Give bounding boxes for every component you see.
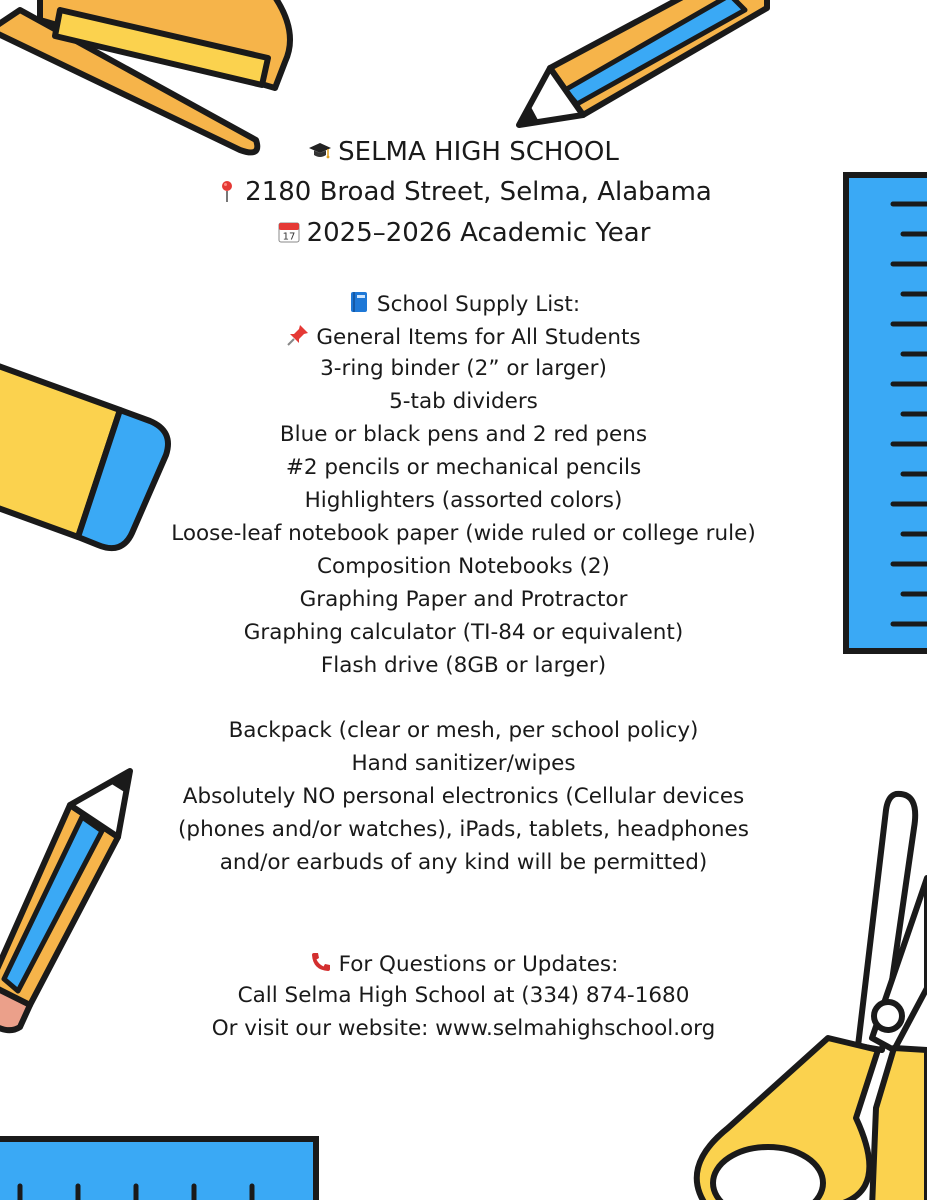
map-pin-icon — [215, 179, 239, 203]
list-item: Flash drive (8GB or larger) — [320, 653, 607, 678]
list-item: Loose-leaf notebook paper (wide ruled or college rule) — [171, 521, 756, 546]
list-item: Graphing Paper and Protractor — [299, 587, 628, 612]
list-item: #2 pencils or mechanical pencils — [285, 455, 642, 480]
contact-title: For Questions or Updates: — [338, 952, 619, 977]
contact-website: Or visit our website: www.selmahighschool.org — [211, 1016, 716, 1041]
electronics-policy-line: and/or earbuds of any kind will be permitted) — [219, 850, 708, 875]
blue-book-icon — [347, 290, 371, 314]
school-name-line — [0, 137, 927, 167]
address: 2180 Broad Street, Selma, Alabama — [245, 177, 712, 207]
list-item: Graphing calculator (TI-84 or equivalent) — [243, 620, 684, 645]
supply-list-title-line — [0, 290, 927, 317]
academic-year: 2025–2026 Academic Year — [306, 218, 651, 248]
supply-list-title: School Supply List: — [376, 292, 581, 317]
list-item: 5-tab dividers — [389, 389, 538, 414]
calendar-icon — [277, 220, 301, 244]
section-title-line — [0, 323, 927, 350]
pencil-illustration-top — [505, 0, 775, 135]
school-name: SELMA HIGH SCHOOL — [338, 137, 619, 167]
contact-phone: Call Selma High School at (334) 874-1680 — [237, 983, 690, 1008]
contact-title-line — [0, 950, 927, 977]
address-line — [0, 177, 927, 207]
academic-year-line — [0, 218, 927, 248]
list-item: Backpack (clear or mesh, per school policy) — [228, 718, 699, 743]
telephone-icon — [309, 950, 333, 974]
list-item: Hand sanitizer/wipes — [351, 751, 576, 776]
ruler-illustration-bottom — [0, 1136, 322, 1200]
electronics-policy-line: (phones and/or watches), iPads, tablets, headphones — [178, 817, 749, 842]
section-title: General Items for All Students — [316, 325, 641, 350]
pushpin-icon — [286, 323, 310, 347]
list-item: Highlighters (assorted colors) — [304, 488, 623, 513]
list-item: Blue or black pens and 2 red pens — [279, 422, 648, 447]
svg-text:17: 17 — [282, 231, 295, 243]
list-item: 3-ring binder (2” or larger) — [320, 356, 607, 381]
list-item: Composition Notebooks (2) — [317, 554, 610, 579]
graduation-cap-icon — [308, 139, 332, 163]
electronics-policy-line: Absolutely NO personal electronics (Cellular devices — [182, 784, 745, 809]
